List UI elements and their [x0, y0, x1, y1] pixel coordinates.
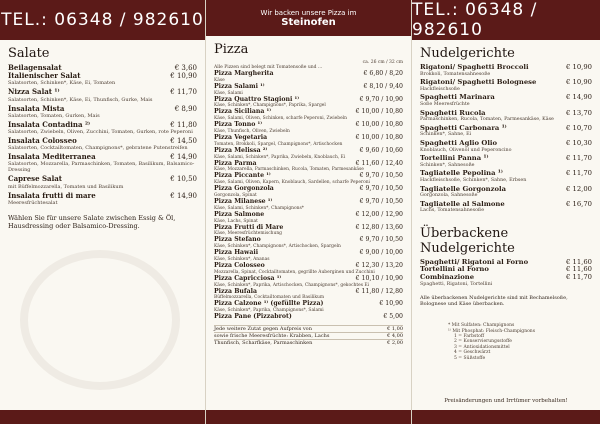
menu-item — [214, 276, 403, 283]
menu-item-name: Spaghetti Rucola — [420, 108, 486, 117]
menu-item-price: € 11,60 — [566, 257, 592, 266]
menu-item-description: Käse, Salami, Oliven, Kapern, Knoblauch, Sardellen, scharfe Peperoni — [214, 180, 370, 186]
menu-item-description: Salatsorten, Schinken*, Käse, Ei, Tomaten — [8, 80, 116, 87]
menu-item-name: Pizza Milanese ¹⁾ — [214, 197, 273, 205]
menu-item-price: € 9,70 / 10,50 — [359, 197, 403, 205]
salate-dressing-note: Wählen Sie für unsere Salate zwischen Essig & Öl, Hausdressing oder Balsamico-Dressing. — [8, 213, 176, 230]
menu-item-name: Pizza Margherita — [214, 70, 274, 77]
menu-item-price: € 12,00 / 12,90 — [355, 210, 403, 218]
menu-item — [8, 121, 197, 129]
menu-item-name: Insalata Colosseo — [8, 136, 77, 146]
menu-item-description: Salatsorten, Zwiebeln, Oliven, Zucchini, Tomaten, Gurken, rote Peperoni — [8, 129, 193, 136]
menu-item — [214, 314, 403, 321]
menu-item-description: Käse, Lachs, Spinat — [214, 218, 258, 224]
section-title-pizza: Pizza — [214, 42, 249, 57]
menu-item-price: € 9,70 / 10,50 — [359, 185, 403, 193]
menu-item-name: Combinazione — [420, 273, 475, 282]
menu-item-price: € 13,70 — [566, 108, 592, 117]
menu-item-price: € 14,90 — [170, 153, 197, 162]
menu-item-price: € 11,70 — [170, 88, 197, 97]
footer-band-right — [412, 410, 600, 424]
section-title-nudel: Nudelgerichte — [420, 46, 515, 61]
menu-item-description: Hackfleischsoße — [420, 86, 460, 92]
legend-entry: 3 = Antioxidationsmittel — [454, 344, 510, 350]
menu-item-description: Lachs, Tomatensahnesoße — [420, 208, 485, 214]
menu-item-description: Parmaschinken, Rucola, Tomaten, Parmesankäse, Käse — [420, 117, 554, 123]
menu-item — [214, 225, 403, 232]
legend-entry: 2 = Konservierungsstoffe — [454, 339, 512, 345]
menu-item-description: Käse, Salami, Schinken*, Paprika, Zwiebeln, Knoblauch, Ei — [214, 154, 346, 160]
menu-item-price: € 10,90 — [566, 78, 592, 87]
menu-item — [214, 263, 403, 270]
extra-text: sowie frische Meeresfrüchte: Krabben, Lachs — [214, 333, 330, 340]
extra-text: Jede weitere Zutat gegen Aufpreis von — [214, 325, 312, 332]
legend-entry: 4 = Geschwärzt — [454, 350, 491, 356]
menu-item-price: € 9,70 / 10,50 — [359, 172, 403, 180]
menu-item — [8, 175, 197, 183]
menu-item-description: Knoblauch, Olivenöl und Peperoncino — [420, 147, 512, 153]
menu-item — [8, 88, 197, 96]
phone-banner-left — [0, 0, 205, 40]
menu-item — [214, 97, 403, 104]
menu-item-name: Pizza Salmone — [214, 210, 265, 218]
menu-item-name: Pizza Colosseo — [214, 261, 265, 269]
extra-price: € 2,00 — [387, 340, 403, 347]
menu-item-description: Salatsorten, Cocktailtomaten, Champignons*, gebratene Putenstreifen — [8, 145, 188, 152]
menu-item — [214, 212, 403, 219]
pizza-list — [206, 71, 411, 321]
menu-item-price: € 10,90 — [170, 72, 197, 81]
menu-item-price: € 11,80 — [170, 120, 197, 129]
menu-item-price: € 10,70 — [566, 123, 592, 132]
pizza-intro: Alle Pizzen sind belegt mit Tomatensoße und ... — [214, 65, 323, 70]
menu-item-description: Käse, Schinken*, Ananas — [214, 256, 270, 262]
menu-item-name: Tagliatelle Gorgonzola — [420, 184, 506, 193]
menu-item-price: € 14,50 — [170, 137, 197, 146]
menu-item-name: Insalata Contadina ²⁾ — [8, 119, 91, 129]
menu-item — [214, 148, 403, 155]
menu-item-name: Spaghetti Aglio Olio — [420, 138, 498, 147]
menu-item-description: Käse, Schinken*, Champignons*, Paprika, Spargel — [214, 103, 326, 109]
legend-entry: * Mit Sulfaten: Champignons — [448, 323, 515, 329]
menu-item — [214, 289, 403, 296]
menu-item-name: Insalata frutti di mare — [8, 190, 96, 200]
menu-item-price: € 11,70 — [566, 273, 592, 282]
menu-item-price: € 10,00 / 10,80 — [355, 121, 403, 129]
menu-item — [8, 137, 197, 145]
menu-item-name: Beilagensalat — [8, 63, 62, 72]
menu-item-description: Schinken*, Sahnesoße — [420, 162, 475, 168]
menu-item-name: Pizza Tonno ¹⁾ — [214, 121, 263, 129]
menu-item-description: mit Büffelmozzarella, Tomaten und Basilikum — [8, 183, 124, 190]
menu-item — [8, 105, 197, 113]
menu-item — [214, 161, 403, 168]
menu-item-name: Tortellini Panna ¹⁾ — [420, 154, 489, 163]
footer-note: Preisänderungen und Irrtümer vorbehalten! — [444, 398, 568, 404]
menu-item — [214, 135, 403, 142]
menu-item-name: Italienischer Salat — [8, 71, 81, 81]
menu-item-name: Pizza Gorgonzola — [214, 185, 274, 193]
menu-item-name: Tagliatelle Pepolina ¹⁾ — [420, 169, 503, 178]
section-title-ueberbacken: Überbackene Nudelgerichte — [420, 225, 515, 256]
menu-item-name: Pizza Bufala — [214, 287, 257, 295]
menu-item-price: € 8,10 / 9,40 — [363, 82, 403, 90]
menu-item-description: Soße Meeresfrüchte — [420, 101, 470, 107]
menu-item-description: Brokkoli, Tomatensahnesoße — [420, 71, 491, 77]
menu-item-name: Tagliatelle al Salmone — [420, 199, 505, 208]
menu-item-price: € 6,80 / 8,20 — [363, 70, 403, 77]
menu-item-price: € 11,60 — [566, 265, 592, 274]
menu-item — [420, 186, 592, 194]
legend-entry: 1 = Farbstoff — [454, 334, 485, 340]
menu-item — [214, 122, 403, 129]
decor-swirl — [20, 250, 180, 390]
menu-item — [214, 199, 403, 206]
menu-item — [8, 153, 197, 161]
menu-item-name: Pizza Quattro Stagioni ¹⁾ — [214, 95, 300, 103]
column-nudel — [412, 0, 600, 424]
column-pizza — [205, 0, 412, 424]
menu-item — [214, 250, 403, 257]
menu-item-price: € 9,70 / 10,90 — [359, 95, 403, 103]
menu-item-name: Pizza Parma — [214, 159, 257, 167]
menu-item-name: Pizza Melissa ²⁾ — [214, 146, 268, 154]
menu-item-description: Schinken*, Sahne, Ei — [420, 132, 472, 138]
menu-item-name: Pizza Stefano — [214, 236, 261, 244]
menu-item — [214, 237, 403, 244]
menu-item-price: € 12,30 / 13,20 — [355, 261, 403, 269]
menu-item-price: € 11,60 / 12,40 — [355, 159, 403, 167]
menu-item-name: Pizza Piccante ¹⁾ — [214, 172, 271, 180]
menu-item-description: Käse, Schinken*, Paprika, Champignons*, Salami — [214, 308, 324, 314]
legend-entry: 5 = Süßstoffe — [454, 355, 486, 361]
extra-text: Thunfisch, Scharfkäse, Parmaschinken — [214, 340, 313, 347]
menu-item-description: Gorgonzola, Spinat — [214, 192, 257, 198]
menu-item-name: Nizza Salat ¹⁾ — [8, 87, 60, 97]
additives-legend — [412, 313, 600, 361]
salate-list — [0, 64, 205, 206]
menu-item-name: Caprese Salat — [8, 174, 62, 184]
menu-item-description: Käse — [214, 77, 225, 83]
nudel-list — [412, 64, 600, 214]
menu-item — [8, 72, 197, 80]
menu-item-name: Spaghetti/ Rigatoni al Forno — [420, 257, 529, 266]
menu-item — [420, 64, 592, 72]
menu-item-price: € 5,00 — [383, 313, 403, 321]
extra-price: € 4,00 — [387, 333, 403, 340]
menu-item-name: Pizza Capricciosa ¹⁾ — [214, 274, 282, 282]
menu-item-price: € 10,00 / 10,80 — [355, 133, 403, 141]
menu-item-price: € 8,90 — [174, 104, 197, 113]
menu-item-description: Käse, Thunfisch, Oliven, Zwiebeln — [214, 128, 290, 134]
menu-item-description: Käse, Schinken*, Champignons*, Artischocken, Spargeln — [214, 244, 341, 250]
menu-item — [214, 71, 403, 78]
menu-item-price: € 11,70 — [566, 154, 592, 163]
menu-item-name: Pizza Frutti di Mare — [214, 223, 284, 231]
steinofen-banner — [206, 0, 411, 36]
menu-item — [420, 94, 592, 102]
menu-item-name: Rigatoni/ Spaghetti Broccoli — [420, 63, 529, 71]
menu-item-description: Käse, Meeresfrüchtemischung — [214, 231, 282, 237]
menu-item-description: Käse, Salami — [214, 90, 243, 96]
menu-item — [8, 192, 197, 200]
menu-item — [214, 173, 403, 180]
menu-item-price: € 9,60 / 10,60 — [359, 146, 403, 154]
menu-item — [214, 186, 403, 193]
steinofen-line1: Wir backen unsere Pizza im — [260, 8, 357, 17]
menu-item-name: Pizza Vegetaria — [214, 133, 268, 141]
phone-banner-right — [412, 0, 600, 40]
menu-item-name: Pizza Calzone ¹⁾ (gefüllte Pizza) — [214, 300, 324, 308]
ueberbacken-list — [412, 259, 600, 287]
menu-item-description: Salatsorten, Schinken*, Käse, Ei, Thunfisch, Gurke, Mais — [8, 96, 153, 103]
menu-item-name: Pizza Hawaii — [214, 249, 259, 257]
menu-item-name: Pizza Siciliana ¹⁾ — [214, 108, 272, 116]
menu-item-description: Salatsorten, Mozzarella, Parmaschinken, Tomaten, Basilikum, Balsamico-Dressing — [8, 161, 195, 174]
menu-item-description: Käse, Salami, Oliven, Schinken, scharfe Peperoni, Zwiebeln — [214, 116, 347, 122]
menu-item-price: € 10,10 / 10,90 — [355, 274, 403, 282]
menu-item — [420, 155, 592, 163]
menu-item-price: € 11,80 / 12,80 — [355, 287, 403, 295]
menu-item — [420, 140, 592, 148]
menu-item-description: Meeresfrüchtesalat — [8, 199, 58, 206]
menu-item-price: € 3,60 — [174, 64, 197, 72]
menu-item — [214, 84, 403, 91]
phone-number: TEL.: 06348 / 982610 — [1, 10, 204, 30]
menu-item-description: Spaghetti, Rigatoni, Tortellini — [420, 281, 493, 287]
menu-item-description: Salatsorten, Tomaten, Gurken, Mais — [8, 112, 100, 119]
menu-item — [420, 274, 592, 282]
menu-item-description: Büffelmozzarella, Cocktailtomaten und Basilikum — [214, 295, 325, 301]
menu-item-description: Gorgonzola, Sahnesoße — [420, 193, 478, 199]
menu-item-name: Tortellini al Forno — [420, 265, 489, 274]
menu-item-name: Insalata Mediterranea — [8, 152, 96, 162]
menu-item — [214, 109, 403, 116]
menu-item-description: Tomaten, Brokkoli, Spargel, Champignons*, Artischocken — [214, 141, 343, 147]
pizza-extras — [206, 321, 411, 347]
menu-item-price: € 10,00 / 10,80 — [355, 108, 403, 116]
phone-number: TEL.: 06348 / 982610 — [412, 0, 538, 40]
menu-item — [420, 170, 592, 178]
menu-item-name: Pizza Salami ¹⁾ — [214, 82, 265, 90]
column-salate — [0, 0, 205, 424]
menu-item-name: Insalata Mista — [8, 103, 65, 113]
menu-item-description: Mozzarella, Spinat, Cocktailtomaten, gegrillte Auberginen und Zucchini — [214, 269, 375, 275]
steinofen-line2: Steinofen — [281, 16, 336, 28]
extra-topping-row — [214, 325, 403, 332]
menu-item-name: Spaghetti Marinara — [420, 93, 495, 102]
pizza-sizes: ca. 26 cm / 32 cm — [362, 60, 403, 65]
menu-item-price: € 10,50 — [170, 175, 197, 184]
menu-item-price: € 12,00 — [566, 184, 592, 193]
extra-price: € 1,00 — [387, 325, 403, 332]
extra-topping-row — [214, 332, 403, 339]
menu-item-name: Rigatoni/ Spaghetti Bolognese — [420, 78, 537, 87]
extra-topping-row — [214, 339, 403, 346]
menu-item-name: Spaghetti Carbonara ¹⁾ — [420, 123, 507, 132]
footer-band-left — [0, 410, 205, 424]
menu-item-description: Hackfleischsoße, Schinken*, Sahne, Erbsen — [420, 177, 527, 183]
menu-item-price: € 10,90 — [566, 63, 592, 71]
menu-item-price: € 11,70 — [566, 169, 592, 178]
section-title-salate: Salate — [8, 46, 50, 61]
ueberbacken-note: Alle überbackenen Nudelgerichte sind mit Bechamelsoße, Bolognese und Käse überbacken. — [420, 295, 568, 308]
menu-item-name: Pizza Pane (Pizzabrot) — [214, 313, 292, 321]
menu-item-price: € 16,70 — [566, 199, 592, 208]
menu-item-price: € 10,30 — [566, 138, 592, 147]
menu-item — [420, 79, 592, 87]
legend-entry: ¹⁾ Mit Phosphat: Fleisch-Champignons — [448, 328, 536, 334]
menu-item-price: € 10,90 — [379, 300, 403, 308]
menu-item-price: € 14,90 — [566, 93, 592, 102]
menu-item-price: € 14,90 — [170, 191, 197, 200]
menu-item-price: € 12,80 / 13,60 — [355, 223, 403, 231]
menu-item-description: Käse, Mozzarella, Parmaschinken, Rucola, Tomaten, Parmesankäse — [214, 167, 364, 173]
menu-item — [214, 301, 403, 308]
menu-item-price: € 9,00 / 10,00 — [359, 249, 403, 257]
footer-band-mid — [206, 410, 411, 424]
menu-item-description: Käse, Schinken*, Paprika, Artischocken, Champignons*, gekochtes Ei — [214, 282, 370, 288]
menu-item-description: Käse, Salami, Schinken*, Champignons* — [214, 205, 304, 211]
menu-item-price: € 9,70 / 10,50 — [359, 236, 403, 244]
